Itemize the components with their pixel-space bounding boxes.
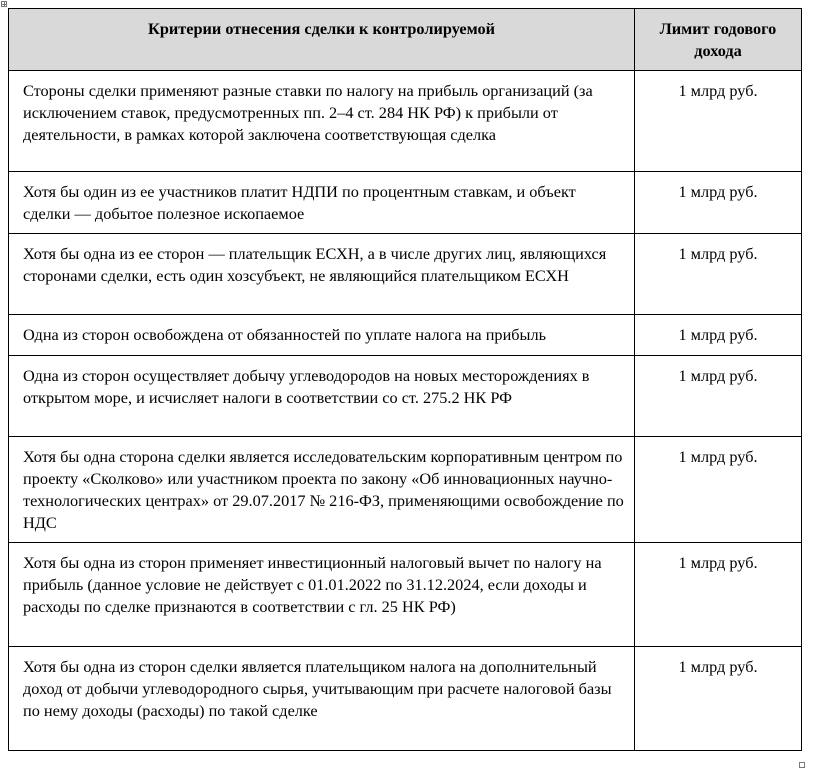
table-resize-handle[interactable]: [799, 762, 805, 768]
criterion-cell: Одна из сторон освобождена от обязанностей по уплате налога на прибыль: [9, 315, 635, 356]
table-row: [9, 315, 802, 356]
table-row: [9, 356, 802, 437]
limit-cell: 1 млрд руб.: [635, 356, 802, 437]
criterion-cell: Одна из сторон осуществляет добычу углеводородов на новых месторождениях в открытом море, и исчисляет налоги в соответствии со ст. 275.2 НК РФ: [9, 356, 635, 437]
criterion-cell: Хотя бы одна из сторон применяет инвестиционный налоговый вычет по налогу на прибыль (данное условие не действует с 01.01.2022 по 31.12.2024, если доходы и расходы по сделке признаются в соответствии с гл. 25 НК РФ): [9, 543, 635, 647]
limit-header: Лимит годового дохода: [635, 9, 802, 71]
limit-cell: 1 млрд руб.: [635, 543, 802, 647]
header-row: [9, 9, 802, 71]
table-row: [9, 172, 802, 234]
limit-cell: 1 млрд руб.: [635, 647, 802, 751]
criterion-cell: Хотя бы одна из ее сторон — плательщик ЕСХН, а в числе других лиц, являющихся сторонами сделки, есть один хозсубъект, не являющийся плательщиком ЕСХН: [9, 234, 635, 315]
limit-cell: 1 млрд руб.: [635, 437, 802, 543]
limit-cell: 1 млрд руб.: [635, 234, 802, 315]
limit-cell: 1 млрд руб.: [635, 71, 802, 172]
table-row: [9, 71, 802, 172]
criterion-cell: Хотя бы один из ее участников платит НДПИ по процентным ставкам, и объект сделки — добытое полезное ископаемое: [9, 172, 635, 234]
table-row: [9, 234, 802, 315]
table-row: [9, 437, 802, 543]
table-move-handle[interactable]: [1, 1, 7, 7]
controlled-transactions-table: [8, 8, 802, 751]
criterion-cell: Хотя бы одна из сторон сделки является плательщиком налога на дополнительный доход от добычи углеводородного сырья, учитывающим при расчете налоговой базы по нему доходы (расходы) по такой сделке: [9, 647, 635, 751]
criteria-header: Критерии отнесения сделки к контролируемой: [9, 9, 635, 71]
criterion-cell: Стороны сделки применяют разные ставки по налогу на прибыль организаций (за исключением ставок, предусмотренных пп. 2–4 ст. 284 НК РФ) к прибыли от деятельности, в рамках которой заключена соответствующая сделка: [9, 71, 635, 172]
limit-cell: 1 млрд руб.: [635, 315, 802, 356]
table-row: [9, 647, 802, 751]
criterion-cell: Хотя бы одна сторона сделки является исследовательским корпоративным центром по проекту «Сколково» или участником проекта по закону «Об инновационных научно-технологических центрах» от 29.07.2017 № 216-ФЗ, применяющими освобождение по НДС: [9, 437, 635, 543]
table-row: [9, 543, 802, 647]
limit-cell: 1 млрд руб.: [635, 172, 802, 234]
